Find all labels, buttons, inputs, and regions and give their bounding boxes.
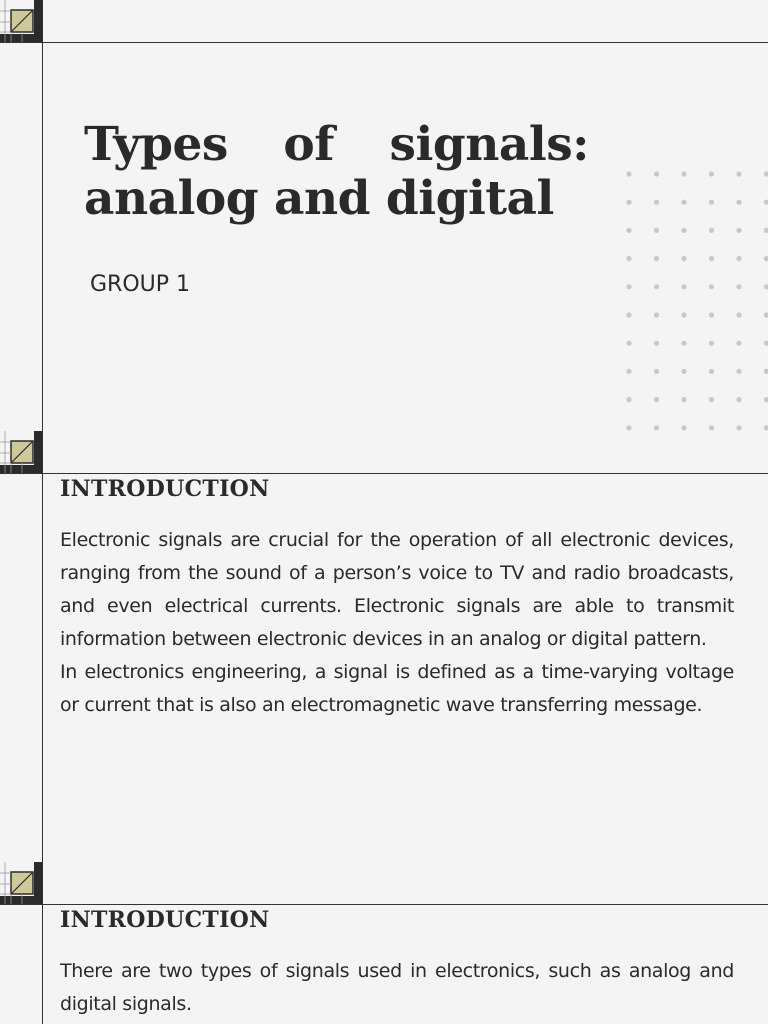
decoration-dot — [654, 369, 659, 374]
left-rule — [42, 431, 43, 863]
top-rule — [0, 904, 768, 905]
decoration-dot — [654, 228, 659, 233]
decoration-dot — [736, 369, 741, 374]
decoration-dot — [764, 397, 768, 402]
left-rule — [42, 862, 43, 1024]
paragraph: Electronic signals are crucial for the operation of all electronic devices, ranging from the sound of a person’s voice to TV and radio broadcasts, and even electrical currents. Electronic signals are able to transmit information between electronic devices in an analog or digital pattern. — [60, 529, 734, 650]
decoration-dot — [681, 256, 686, 261]
decoration-dot — [736, 256, 741, 261]
decoration-dot — [736, 200, 741, 205]
decoration-dot — [764, 256, 768, 261]
decoration-dot — [626, 284, 631, 289]
decoration-dot — [681, 397, 686, 402]
decoration-dot — [764, 312, 768, 317]
decoration-dot — [654, 397, 659, 402]
left-rule — [42, 0, 43, 432]
decoration-dot — [736, 312, 741, 317]
top-rule — [0, 473, 768, 474]
decoration-dot — [626, 397, 631, 402]
decoration-dot — [681, 341, 686, 346]
decoration-dot — [681, 425, 686, 430]
decoration-dot — [681, 312, 686, 317]
decoration-dot — [626, 200, 631, 205]
decoration-dot — [626, 256, 631, 261]
introduction-slide-1 — [0, 431, 768, 863]
body-text — [60, 955, 734, 1021]
decoration-dot — [709, 369, 714, 374]
paragraph: There are two types of signals used in electronics, such as analog and digital signals. — [60, 960, 734, 1015]
decoration-dot — [709, 284, 714, 289]
decoration-dot — [681, 284, 686, 289]
decoration-dot — [654, 284, 659, 289]
decoration-dot — [654, 171, 659, 176]
slide-title — [84, 118, 589, 226]
decoration-dot — [709, 228, 714, 233]
decoration-dot — [626, 171, 631, 176]
title-slide — [0, 0, 768, 432]
decoration-dot — [709, 171, 714, 176]
corner-ornament — [0, 431, 43, 474]
decoration-dot — [736, 228, 741, 233]
section-heading: INTRODUCTION — [60, 476, 270, 502]
decoration-dot — [654, 312, 659, 317]
decoration-dot — [681, 171, 686, 176]
body-text — [60, 524, 734, 722]
paragraph: In electronics engineering, a signal is defined as a time-varying voltage or current that is also an electromagnetic wave transferring message. — [60, 661, 734, 716]
decoration-dot — [736, 425, 741, 430]
decoration-dot — [709, 397, 714, 402]
decoration-dot — [709, 312, 714, 317]
decoration-dot — [626, 228, 631, 233]
decoration-dot — [764, 284, 768, 289]
decoration-dot — [764, 171, 768, 176]
decoration-dot — [654, 200, 659, 205]
decoration-dot — [736, 284, 741, 289]
decoration-dot — [764, 228, 768, 233]
title-line-1: Types of signals: — [84, 117, 589, 172]
decoration-dot — [654, 425, 659, 430]
decoration-dot — [736, 341, 741, 346]
decoration-dot — [681, 228, 686, 233]
decoration-dot — [736, 397, 741, 402]
decoration-dot — [764, 425, 768, 430]
decoration-dot — [709, 200, 714, 205]
decoration-dot — [654, 256, 659, 261]
decoration-dot — [764, 200, 768, 205]
decoration-dot — [764, 341, 768, 346]
top-rule — [0, 42, 768, 43]
decoration-dot — [626, 312, 631, 317]
title-line-2: analog and digital — [84, 171, 554, 226]
decoration-dot — [736, 171, 741, 176]
decoration-dot — [709, 256, 714, 261]
dot-grid-decoration — [622, 166, 768, 432]
section-heading: INTRODUCTION — [60, 907, 270, 933]
introduction-slide-2 — [0, 862, 768, 1024]
decoration-dot — [681, 200, 686, 205]
decoration-dot — [709, 341, 714, 346]
decoration-dot — [709, 425, 714, 430]
decoration-dot — [626, 341, 631, 346]
decoration-dot — [764, 369, 768, 374]
decoration-dot — [654, 341, 659, 346]
decoration-dot — [626, 425, 631, 430]
corner-ornament — [0, 0, 43, 43]
decoration-dot — [681, 369, 686, 374]
decoration-dot — [626, 369, 631, 374]
slide-subtitle: GROUP 1 — [90, 272, 191, 297]
corner-ornament — [0, 862, 43, 905]
